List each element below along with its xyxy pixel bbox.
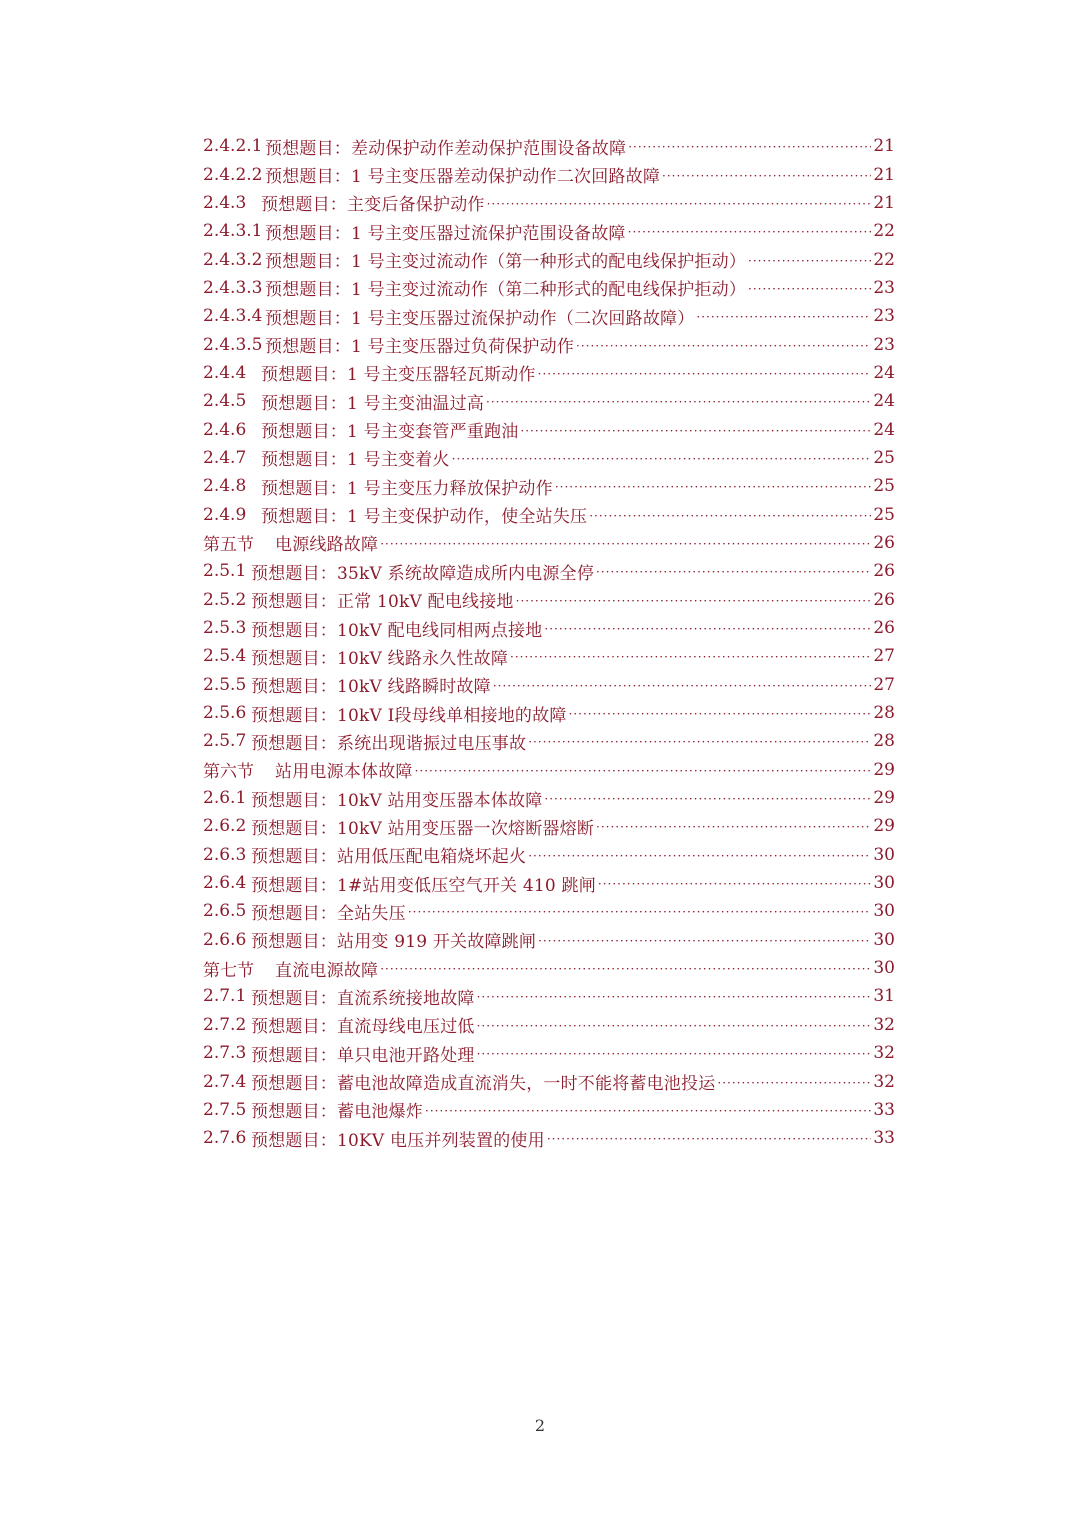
toc-entry-number: 2.6.5 xyxy=(203,901,247,922)
toc-entry[interactable] xyxy=(203,982,895,1010)
toc-entry-page: 26 xyxy=(873,561,895,582)
toc-entry[interactable] xyxy=(203,1039,895,1067)
toc-entry-title: 预想题目：10kV 站用变压器一次熔断器熔断 xyxy=(251,818,595,839)
toc-entry[interactable] xyxy=(203,699,895,727)
toc-entry[interactable] xyxy=(203,274,895,302)
toc-entry-number: 2.4.3.2 xyxy=(203,249,263,270)
toc-dot-leader xyxy=(589,510,871,522)
toc-entry[interactable] xyxy=(203,132,895,160)
toc-entry[interactable] xyxy=(203,359,895,387)
toc-entry-number: 2.5.6 xyxy=(203,703,247,724)
toc-dot-leader xyxy=(528,736,871,748)
toc-dot-leader xyxy=(486,396,871,408)
toc-entry-page: 33 xyxy=(873,1128,895,1149)
toc-entry-number: 2.4.8 xyxy=(203,476,247,497)
toc-dot-leader xyxy=(576,340,871,352)
toc-entry-number: 2.4.2.1 xyxy=(203,136,263,157)
toc-entry-title: 预想题目：系统出现谐振过电压事故 xyxy=(251,733,527,754)
toc-entry-number: 2.7.5 xyxy=(203,1099,247,1120)
toc-dot-leader xyxy=(477,1020,872,1032)
toc-entry-number: 2.5.2 xyxy=(203,589,247,610)
toc-entry-number: 2.4.3 xyxy=(203,192,247,213)
toc-dot-leader xyxy=(555,481,872,493)
toc-entry-page: 26 xyxy=(873,618,895,639)
toc-entry[interactable] xyxy=(203,189,895,217)
toc-entry-title: 预想题目：1#站用变低压空气开关 410 跳闸 xyxy=(251,875,596,896)
toc-entry-number: 第七节 xyxy=(203,960,254,981)
toc-entry[interactable] xyxy=(203,671,895,699)
toc-entry-title: 预想题目：1 号主变压器轻瓦斯动作 xyxy=(261,365,536,386)
toc-dot-leader xyxy=(748,283,871,295)
toc-entry-number: 2.6.2 xyxy=(203,816,247,837)
toc-entry-page: 29 xyxy=(873,788,895,809)
toc-entry-number: 2.7.3 xyxy=(203,1043,247,1064)
toc-entry[interactable] xyxy=(203,387,895,415)
toc-entry-title: 预想题目：1 号主变压力释放保护动作 xyxy=(261,478,553,499)
toc-entry[interactable] xyxy=(203,415,895,443)
toc-entry-number: 第六节 xyxy=(203,762,254,783)
toc-entry-number: 2.5.7 xyxy=(203,731,247,752)
toc-entry-title: 预想题目：10KV 电压并列装置的使用 xyxy=(251,1130,545,1151)
toc-dot-leader xyxy=(596,566,871,578)
toc-entry[interactable] xyxy=(203,245,895,273)
toc-entry-number: 2.5.4 xyxy=(203,646,247,667)
toc-dot-leader xyxy=(380,963,871,975)
toc-entry-number: 2.4.2.2 xyxy=(203,164,263,185)
toc-entry[interactable] xyxy=(203,444,895,472)
toc-entry[interactable] xyxy=(203,812,895,840)
toc-entry-page: 25 xyxy=(873,504,895,525)
toc-entry-title: 预想题目：1 号主变着火 xyxy=(261,450,450,471)
table-of-contents xyxy=(203,132,895,1152)
toc-entry-number: 2.4.3.1 xyxy=(203,221,263,242)
toc-entry-page: 30 xyxy=(873,958,895,979)
toc-dot-leader xyxy=(598,878,871,890)
toc-dot-leader xyxy=(408,906,872,918)
toc-entry-number: 2.7.1 xyxy=(203,986,247,1007)
toc-entry[interactable] xyxy=(203,1067,895,1095)
toc-entry-title: 预想题目：全站失压 xyxy=(251,903,406,924)
toc-entry-number: 2.7.2 xyxy=(203,1014,247,1035)
toc-dot-leader xyxy=(520,425,871,437)
toc-dot-leader xyxy=(748,255,871,267)
toc-entry[interactable] xyxy=(203,586,895,614)
toc-entry-page: 28 xyxy=(873,703,895,724)
toc-entry[interactable] xyxy=(203,926,895,954)
toc-entry[interactable] xyxy=(203,557,895,585)
toc-dot-leader xyxy=(569,708,872,720)
toc-entry-number: 2.4.4 xyxy=(203,362,247,383)
toc-entry-number: 第五节 xyxy=(203,535,254,556)
toc-entry-title: 预想题目：1 号主变压器过流保护范围设备故障 xyxy=(265,223,626,244)
toc-entry-page: 24 xyxy=(873,391,895,412)
toc-entry-number: 2.7.6 xyxy=(203,1128,247,1149)
toc-entry-title: 预想题目：10kV 站用变压器本体故障 xyxy=(251,790,543,811)
toc-entry-page: 22 xyxy=(873,249,895,270)
toc-entry-number: 2.4.5 xyxy=(203,391,247,412)
toc-entry-page: 30 xyxy=(873,901,895,922)
toc-dot-leader xyxy=(538,935,871,947)
toc-entry[interactable] xyxy=(203,727,895,755)
toc-entry-page: 33 xyxy=(873,1099,895,1120)
toc-entry-page: 30 xyxy=(873,929,895,950)
toc-entry[interactable] xyxy=(203,302,895,330)
toc-entry-page: 30 xyxy=(873,844,895,865)
toc-entry[interactable] xyxy=(203,1096,895,1124)
toc-entry-title: 预想题目：差动保护动作差动保护范围设备故障 xyxy=(265,138,627,159)
toc-entry-number: 2.4.9 xyxy=(203,504,247,525)
toc-entry-page: 32 xyxy=(873,1043,895,1064)
toc-entry-number: 2.4.3.4 xyxy=(203,306,263,327)
toc-dot-leader xyxy=(544,793,871,805)
toc-entry-page: 23 xyxy=(873,277,895,298)
toc-entry[interactable] xyxy=(203,869,895,897)
toc-dot-leader xyxy=(380,538,871,550)
toc-dot-leader xyxy=(487,198,872,210)
toc-entry-number: 2.6.1 xyxy=(203,788,247,809)
toc-entry-page: 21 xyxy=(873,192,895,213)
toc-entry-title: 预想题目：蓄电池故障造成直流消失，一时不能将蓄电池投运 xyxy=(251,1074,716,1095)
toc-entry-title: 预想题目：10kV 配电线同相两点接地 xyxy=(251,620,543,641)
toc-dot-leader xyxy=(538,368,872,380)
toc-entry-title: 预想题目：直流系统接地故障 xyxy=(251,988,475,1009)
toc-entry-title: 电源线路故障 xyxy=(275,535,379,556)
toc-entry-title: 预想题目：站用变 919 开关故障跳闸 xyxy=(251,932,537,953)
toc-entry-title: 预想题目：1 号主变油温过高 xyxy=(261,393,485,414)
toc-entry-number: 2.6.4 xyxy=(203,873,247,894)
toc-entry[interactable] xyxy=(203,784,895,812)
toc-entry-page: 27 xyxy=(873,646,895,667)
toc-entry-page: 26 xyxy=(873,589,895,610)
toc-entry-number: 2.6.6 xyxy=(203,929,247,950)
toc-entry[interactable] xyxy=(203,330,895,358)
toc-dot-leader xyxy=(528,850,871,862)
toc-entry-page: 25 xyxy=(873,476,895,497)
toc-entry-title: 预想题目：蓄电池爆炸 xyxy=(251,1102,423,1123)
toc-entry-page: 24 xyxy=(873,362,895,383)
toc-entry-number: 2.6.3 xyxy=(203,844,247,865)
toc-entry-title: 预想题目：1 号主变压器过流保护动作（二次回路故障） xyxy=(265,308,695,329)
toc-dot-leader xyxy=(477,1048,872,1060)
toc-entry-title: 预想题目：正常 10kV 配电线接地 xyxy=(251,592,514,613)
toc-entry[interactable] xyxy=(203,756,895,784)
toc-entry[interactable] xyxy=(203,472,895,500)
toc-dot-leader xyxy=(425,1105,871,1117)
toc-entry[interactable] xyxy=(203,160,895,188)
toc-entry-number: 2.4.7 xyxy=(203,447,247,468)
toc-entry-title: 站用电源本体故障 xyxy=(275,762,413,783)
toc-dot-leader xyxy=(628,226,872,238)
toc-entry-number: 2.4.3.3 xyxy=(203,277,263,298)
toc-entry-title: 预想题目：10kV Ⅰ段母线单相接地的故障 xyxy=(251,705,567,726)
toc-entry-page: 26 xyxy=(873,532,895,553)
toc-entry[interactable] xyxy=(203,841,895,869)
toc-entry[interactable] xyxy=(203,954,895,982)
toc-entry-title: 预想题目：1 号主变压器过负荷保护动作 xyxy=(265,337,575,358)
toc-entry-page: 23 xyxy=(873,334,895,355)
toc-entry-title: 预想题目：直流母线电压过低 xyxy=(251,1017,475,1038)
toc-dot-leader xyxy=(415,765,872,777)
toc-entry[interactable] xyxy=(203,500,895,528)
toc-entry[interactable] xyxy=(203,1124,895,1152)
toc-entry-page: 29 xyxy=(873,816,895,837)
toc-entry-page: 28 xyxy=(873,731,895,752)
toc-entry[interactable] xyxy=(203,897,895,925)
toc-entry[interactable] xyxy=(203,1011,895,1039)
toc-entry-title: 预想题目：站用低压配电箱烧坏起火 xyxy=(251,847,527,868)
toc-entry-page: 32 xyxy=(873,1014,895,1035)
toc-entry-number: 2.5.5 xyxy=(203,674,247,695)
toc-dot-leader xyxy=(510,651,871,663)
toc-entry[interactable] xyxy=(203,217,895,245)
toc-dot-leader xyxy=(596,821,871,833)
toc-entry-number: 2.5.3 xyxy=(203,618,247,639)
toc-dot-leader xyxy=(662,170,871,182)
toc-entry-title: 预想题目：1 号主变保护动作，使全站失压 xyxy=(261,507,588,528)
toc-entry-title: 预想题目：10kV 线路永久性故障 xyxy=(251,648,509,669)
toc-entry-title: 预想题目：1 号主变过流动作（第二种形式的配电线保护拒动） xyxy=(265,280,747,301)
toc-dot-leader xyxy=(493,680,872,692)
page-number: 2 xyxy=(534,1416,546,1435)
toc-entry-title: 预想题目：主变后备保护动作 xyxy=(261,195,485,216)
toc-entry-title: 预想题目：1 号主变过流动作（第一种形式的配电线保护拒动） xyxy=(265,252,747,273)
toc-dot-leader xyxy=(452,453,872,465)
toc-entry[interactable] xyxy=(203,614,895,642)
toc-entry-page: 21 xyxy=(873,136,895,157)
toc-entry-title: 预想题目：1 号主变压器差动保护动作二次回路故障 xyxy=(265,167,661,188)
toc-entry-page: 24 xyxy=(873,419,895,440)
toc-dot-leader xyxy=(628,141,871,153)
toc-entry-title: 预想题目：10kV 线路瞬时故障 xyxy=(251,677,491,698)
toc-entry-page: 21 xyxy=(873,164,895,185)
toc-entry-page: 27 xyxy=(873,674,895,695)
toc-entry-page: 32 xyxy=(873,1071,895,1092)
toc-entry[interactable] xyxy=(203,529,895,557)
toc-entry-title: 直流电源故障 xyxy=(275,960,379,981)
toc-entry-page: 31 xyxy=(873,986,895,1007)
toc-entry-page: 30 xyxy=(873,873,895,894)
toc-entry-title: 预想题目：35kV 系统故障造成所内电源全停 xyxy=(251,563,595,584)
toc-entry-title: 预想题目：1 号主变套管严重跑油 xyxy=(261,422,519,443)
toc-entry-page: 23 xyxy=(873,306,895,327)
toc-entry-number: 2.5.1 xyxy=(203,561,247,582)
toc-dot-leader xyxy=(696,311,871,323)
toc-entry-number: 2.4.6 xyxy=(203,419,247,440)
toc-dot-leader xyxy=(516,595,872,607)
toc-dot-leader xyxy=(547,1133,872,1145)
toc-entry-page: 25 xyxy=(873,447,895,468)
toc-entry-page: 29 xyxy=(873,759,895,780)
toc-dot-leader xyxy=(717,1077,871,1089)
toc-entry[interactable] xyxy=(203,642,895,670)
toc-entry-page: 22 xyxy=(873,221,895,242)
toc-dot-leader xyxy=(477,991,872,1003)
toc-entry-number: 2.4.3.5 xyxy=(203,334,263,355)
toc-entry-number: 2.7.4 xyxy=(203,1071,247,1092)
toc-entry-title: 预想题目：单只电池开路处理 xyxy=(251,1045,475,1066)
toc-dot-leader xyxy=(544,623,871,635)
